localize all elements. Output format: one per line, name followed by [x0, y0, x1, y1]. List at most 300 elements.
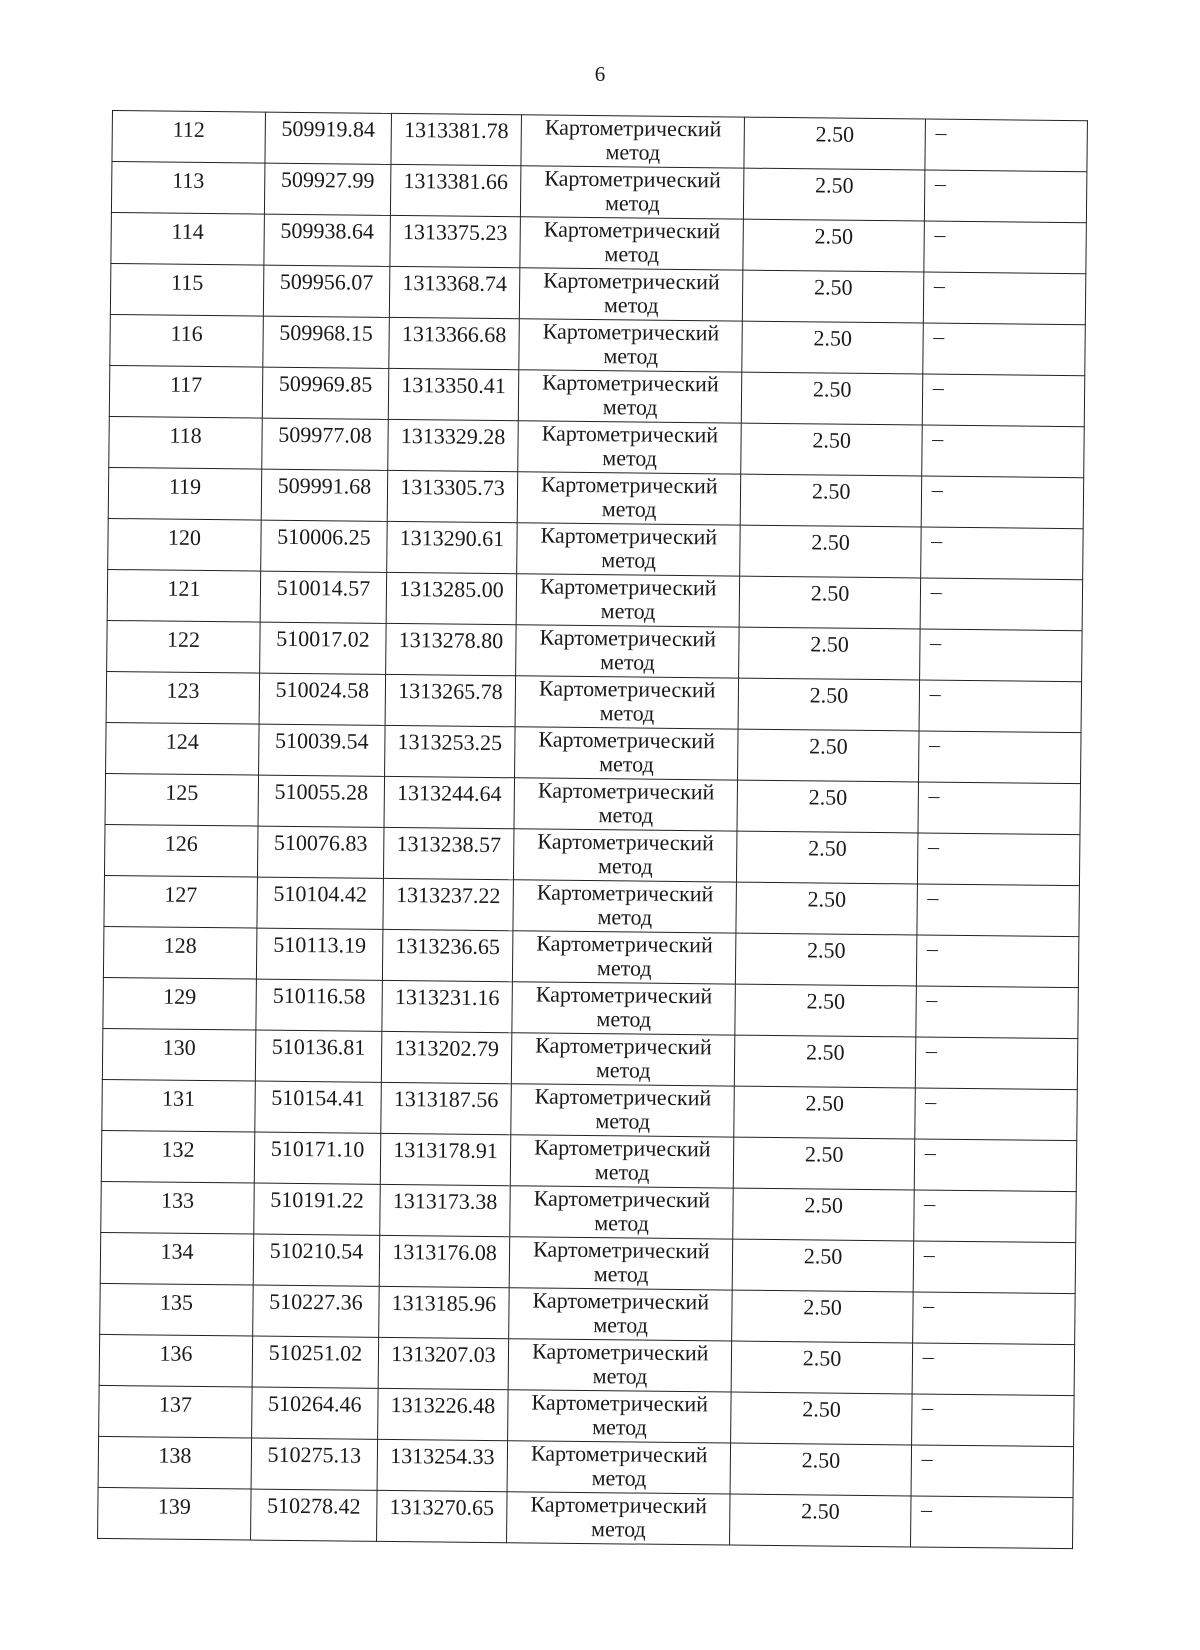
point-number-cell — [100, 1283, 253, 1336]
accuracy-value: 2.50 — [811, 529, 850, 555]
note-cell — [914, 1088, 1077, 1141]
y-coordinate-cell — [385, 623, 516, 675]
accuracy-cell — [740, 525, 921, 578]
point-number: 122 — [166, 626, 201, 652]
y-coordinate: 1313265.78 — [398, 678, 503, 705]
y-coordinate: 1313270.65 — [389, 1493, 495, 1521]
y-coordinate: 1313368.74 — [402, 270, 508, 297]
y-coordinate: 1313329.28 — [400, 423, 506, 450]
note-cell — [921, 476, 1084, 529]
y-coordinate: 1313202.79 — [394, 1035, 500, 1062]
y-coordinate: 1313381.66 — [403, 168, 509, 195]
accuracy-value: 2.50 — [813, 325, 853, 351]
x-coordinate: 509968.15 — [279, 319, 373, 346]
x-coordinate: 510136.81 — [271, 1033, 366, 1060]
method-cell — [517, 472, 741, 525]
accuracy-value: 2.50 — [814, 223, 854, 249]
method-cell — [513, 880, 737, 933]
accuracy-value: 2.50 — [811, 478, 851, 504]
note-value: – — [927, 884, 939, 910]
x-coordinate-cell — [251, 1438, 377, 1490]
method-line-2: метод — [599, 751, 654, 777]
note-value: – — [933, 272, 946, 298]
y-coordinate-cell — [383, 878, 514, 930]
method-line-2: метод — [603, 292, 659, 318]
x-coordinate: 509977.08 — [278, 421, 372, 448]
accuracy-cell — [737, 831, 918, 884]
point-number-cell — [101, 1130, 254, 1183]
method-line-1: Картометрический — [530, 1491, 708, 1519]
point-number-cell — [102, 1079, 255, 1132]
accuracy-value: 2.50 — [801, 1498, 840, 1524]
method-line-1: Картометрический — [538, 675, 716, 703]
note-cell — [918, 731, 1081, 784]
y-coordinate-cell — [385, 674, 516, 726]
method-cell — [518, 421, 742, 474]
method-cell — [512, 931, 736, 984]
accuracy-cell — [732, 1290, 913, 1343]
y-coordinate: 1313207.03 — [391, 1340, 496, 1368]
point-number: 127 — [164, 881, 198, 907]
point-number-cell — [98, 1487, 251, 1540]
point-number-cell — [101, 1181, 254, 1234]
accuracy-value: 2.50 — [809, 733, 848, 759]
note-value: – — [924, 1190, 936, 1216]
y-coordinate-cell — [379, 1235, 510, 1287]
point-number-cell — [104, 824, 257, 877]
method-line-2: метод — [595, 1057, 651, 1083]
accuracy-cell — [733, 1239, 914, 1292]
page-number: 6 — [594, 62, 606, 86]
accuracy-value: 2.50 — [804, 1192, 844, 1218]
method-line-2: метод — [600, 649, 655, 675]
point-number: 137 — [158, 1391, 193, 1417]
x-coordinate-cell — [261, 520, 387, 572]
method-line-1: Картометрический — [533, 1185, 711, 1213]
point-number: 131 — [162, 1085, 196, 1111]
method-line-1: Картометрический — [531, 1389, 709, 1417]
accuracy-cell — [743, 219, 924, 272]
accuracy-cell — [739, 627, 920, 680]
accuracy-cell — [732, 1341, 913, 1394]
x-coordinate-cell — [252, 1387, 378, 1439]
accuracy-value: 2.50 — [806, 937, 846, 963]
x-coordinate: 510278.42 — [266, 1492, 361, 1519]
x-coordinate: 510014.57 — [276, 574, 371, 601]
method-cell — [521, 115, 745, 168]
x-coordinate-cell — [252, 1336, 378, 1388]
point-number: 114 — [171, 218, 204, 244]
note-value: – — [935, 119, 947, 145]
point-number-cell — [105, 773, 258, 826]
method-cell — [512, 982, 736, 1035]
x-coordinate: 509991.68 — [277, 472, 372, 499]
method-line-2: метод — [594, 1210, 650, 1236]
accuracy-cell — [733, 1188, 914, 1241]
x-coordinate-cell — [258, 775, 384, 827]
x-coordinate-cell — [254, 1132, 380, 1184]
note-value: – — [926, 935, 939, 961]
note-cell — [923, 272, 1086, 325]
accuracy-value: 2.50 — [805, 1039, 845, 1065]
y-coordinate: 1313173.38 — [392, 1188, 498, 1215]
y-coordinate-cell — [389, 266, 520, 318]
x-coordinate-cell — [259, 673, 385, 725]
method-line-2: метод — [592, 1363, 648, 1389]
point-number: 112 — [172, 116, 206, 142]
point-number: 121 — [167, 575, 201, 601]
x-coordinate: 509969.85 — [278, 370, 373, 397]
point-number: 124 — [165, 728, 200, 754]
y-coordinate-cell — [386, 572, 517, 624]
note-value: – — [922, 1394, 934, 1420]
x-coordinate: 510055.28 — [274, 778, 369, 805]
accuracy-value: 2.50 — [812, 427, 852, 453]
x-coordinate-cell — [264, 214, 390, 266]
note-cell — [920, 527, 1083, 580]
y-coordinate: 1313253.25 — [397, 729, 503, 756]
point-number-cell — [110, 314, 263, 367]
x-coordinate-cell — [253, 1234, 379, 1286]
method-line-1: Картометрический — [544, 114, 722, 142]
y-coordinate: 1313290.61 — [399, 525, 505, 552]
point-number: 132 — [161, 1136, 195, 1162]
accuracy-cell — [734, 1086, 915, 1139]
method-cell — [519, 319, 743, 372]
y-coordinate-cell — [391, 113, 522, 165]
point-number-cell — [112, 111, 265, 164]
accuracy-cell — [737, 780, 918, 833]
x-coordinate: 510104.42 — [273, 880, 368, 907]
point-number: 134 — [160, 1238, 194, 1264]
x-coordinate: 509927.99 — [280, 166, 375, 193]
point-number-cell — [99, 1334, 252, 1387]
y-coordinate: 1313285.00 — [399, 576, 504, 603]
method-line-1: Картометрический — [543, 267, 720, 295]
method-line-1: Картометрический — [534, 1083, 712, 1111]
note-value: – — [921, 1445, 933, 1471]
y-coordinate: 1313366.68 — [401, 321, 507, 348]
x-coordinate: 510210.54 — [269, 1237, 364, 1264]
method-cell — [520, 166, 744, 219]
method-cell — [514, 829, 738, 882]
point-number: 130 — [162, 1034, 196, 1060]
x-coordinate-cell — [259, 724, 385, 776]
point-number: 123 — [166, 677, 200, 703]
note-value: – — [928, 731, 941, 757]
y-coordinate: 1313375.23 — [402, 219, 508, 246]
accuracy-value: 2.50 — [801, 1447, 841, 1473]
note-cell — [912, 1292, 1075, 1345]
y-coordinate: 1313226.48 — [390, 1391, 496, 1419]
method-cell — [517, 523, 741, 576]
y-coordinate-cell — [390, 164, 521, 216]
x-coordinate-cell — [262, 367, 388, 419]
x-coordinate-cell — [260, 571, 386, 623]
accuracy-value: 2.50 — [803, 1243, 843, 1269]
method-line-1: Картометрический — [534, 1134, 711, 1162]
note-cell — [916, 935, 1079, 988]
note-value: – — [931, 476, 943, 502]
point-number-cell — [108, 518, 261, 571]
x-coordinate-cell — [263, 265, 389, 317]
y-coordinate: 1313244.64 — [396, 780, 502, 807]
method-line-1: Картометрический — [537, 777, 715, 805]
accuracy-cell — [741, 423, 922, 476]
method-cell — [510, 1135, 734, 1188]
note-value: – — [929, 680, 941, 706]
x-coordinate: 510251.02 — [268, 1339, 363, 1366]
y-coordinate-cell — [382, 929, 513, 981]
y-coordinate-cell — [382, 980, 513, 1032]
x-coordinate-cell — [261, 469, 387, 521]
point-number: 113 — [172, 167, 205, 193]
note-value: – — [930, 578, 942, 604]
method-line-1: Картометрический — [536, 930, 713, 958]
x-coordinate: 510275.13 — [267, 1441, 362, 1468]
y-coordinate-cell — [381, 1031, 512, 1083]
accuracy-cell — [731, 1443, 912, 1496]
y-coordinate: 1313237.22 — [395, 882, 501, 909]
note-value: – — [931, 527, 943, 553]
method-line-2: метод — [602, 394, 658, 420]
y-coordinate-cell — [381, 1082, 512, 1134]
note-value: – — [927, 833, 940, 859]
note-value: – — [934, 221, 946, 247]
method-cell — [516, 625, 740, 678]
accuracy-cell — [742, 372, 923, 425]
x-coordinate: 509956.07 — [279, 268, 374, 295]
method-line-1: Картометрический — [536, 879, 714, 907]
point-number: 136 — [159, 1340, 193, 1366]
x-coordinate: 510227.36 — [269, 1288, 363, 1315]
y-coordinate: 1313236.65 — [395, 933, 501, 960]
method-cell — [515, 676, 739, 729]
point-number-cell — [102, 1028, 255, 1081]
method-line-2: метод — [596, 955, 652, 981]
note-cell — [925, 119, 1088, 172]
accuracy-value: 2.50 — [807, 886, 847, 912]
x-coordinate-cell — [256, 979, 382, 1031]
y-coordinate-cell — [383, 827, 514, 879]
note-value: – — [920, 1496, 933, 1522]
y-coordinate-cell — [376, 1490, 507, 1542]
method-line-1: Картометрический — [532, 1287, 710, 1315]
accuracy-value: 2.50 — [813, 274, 853, 300]
note-cell — [916, 986, 1079, 1039]
note-cell — [915, 1037, 1078, 1090]
point-number: 116 — [170, 320, 203, 346]
x-coordinate-cell — [257, 877, 383, 929]
method-line-2: метод — [599, 700, 655, 726]
accuracy-cell — [738, 729, 919, 782]
method-line-2: метод — [601, 496, 657, 522]
method-line-2: метод — [595, 1108, 651, 1134]
y-coordinate-cell — [379, 1286, 510, 1338]
accuracy-value: 2.50 — [808, 835, 847, 861]
x-coordinate-cell — [256, 928, 382, 980]
method-line-1: Картометрический — [538, 726, 716, 754]
point-number: 119 — [168, 473, 202, 499]
method-line-1: Картометрический — [530, 1440, 708, 1468]
accuracy-value: 2.50 — [814, 172, 854, 198]
point-number-cell — [99, 1385, 252, 1438]
point-number: 138 — [158, 1442, 192, 1468]
x-coordinate-cell — [265, 112, 391, 164]
point-number-cell — [109, 416, 262, 469]
y-coordinate-cell — [384, 725, 515, 777]
method-line-2: метод — [593, 1261, 649, 1287]
x-coordinate: 510154.41 — [271, 1084, 365, 1111]
y-coordinate-cell — [388, 419, 519, 471]
y-coordinate-cell — [377, 1439, 508, 1491]
point-number: 117 — [169, 371, 203, 397]
accuracy-value: 2.50 — [810, 631, 849, 657]
method-line-1: Картометрический — [540, 471, 718, 499]
method-cell — [516, 574, 740, 627]
accuracy-cell — [741, 474, 922, 527]
y-coordinate: 1313254.33 — [390, 1442, 495, 1470]
point-number: 120 — [167, 524, 202, 550]
note-value: – — [928, 782, 940, 808]
x-coordinate-cell — [264, 163, 390, 215]
x-coordinate: 510191.22 — [270, 1186, 364, 1213]
method-cell — [507, 1492, 731, 1545]
method-cell — [511, 1084, 735, 1137]
accuracy-value: 2.50 — [808, 784, 848, 810]
note-cell — [919, 629, 1082, 682]
note-cell — [917, 884, 1080, 937]
point-number: 139 — [157, 1493, 191, 1519]
method-line-2: метод — [603, 343, 659, 369]
method-line-2: метод — [596, 1006, 652, 1032]
accuracy-cell — [734, 1137, 915, 1190]
accuracy-value: 2.50 — [806, 988, 846, 1014]
note-cell — [922, 323, 1085, 376]
point-number: 135 — [159, 1289, 194, 1315]
note-value: – — [933, 323, 945, 349]
accuracy-cell — [744, 168, 925, 221]
accuracy-cell — [736, 882, 917, 935]
method-line-1: Картометрический — [535, 1032, 712, 1060]
method-line-2: метод — [601, 547, 656, 573]
method-line-1: Картометрический — [539, 624, 717, 652]
method-line-2: метод — [600, 598, 656, 624]
method-cell — [508, 1390, 732, 1443]
point-number-cell — [107, 620, 260, 673]
note-value: – — [932, 374, 944, 400]
point-number-cell — [110, 263, 263, 316]
point-number-cell — [111, 162, 264, 215]
y-coordinate: 1313185.96 — [391, 1289, 497, 1317]
y-coordinate: 1313305.73 — [400, 474, 505, 501]
method-line-2: метод — [591, 1465, 647, 1491]
accuracy-cell — [735, 984, 916, 1037]
note-cell — [917, 833, 1080, 886]
note-value: – — [934, 170, 947, 196]
note-cell — [918, 782, 1081, 835]
method-cell — [507, 1441, 731, 1494]
method-line-2: метод — [598, 802, 654, 828]
x-coordinate-cell — [254, 1183, 380, 1235]
y-coordinate: 1313381.78 — [403, 117, 509, 144]
accuracy-cell — [730, 1494, 911, 1547]
method-line-2: метод — [597, 904, 653, 930]
note-cell — [919, 680, 1082, 733]
method-cell — [510, 1186, 734, 1239]
point-number-cell — [106, 722, 259, 775]
point-number-cell — [108, 467, 261, 520]
x-coordinate-cell — [255, 1030, 381, 1082]
note-value: – — [930, 629, 942, 655]
x-coordinate: 510024.58 — [275, 676, 370, 703]
point-number: 118 — [169, 422, 202, 448]
accuracy-value: 2.50 — [802, 1345, 842, 1371]
x-coordinate: 510116.58 — [272, 982, 366, 1009]
note-value: – — [922, 1343, 934, 1369]
method-line-1: Картометрический — [535, 981, 713, 1009]
x-coordinate: 510076.83 — [273, 829, 368, 856]
x-coordinate: 509938.64 — [280, 217, 375, 244]
accuracy-value: 2.50 — [804, 1141, 844, 1167]
method-line-1: Картометрический — [542, 318, 720, 346]
note-value: – — [925, 1037, 938, 1063]
note-cell — [924, 221, 1087, 274]
x-coordinate-cell — [257, 826, 383, 878]
method-line-2: метод — [591, 1516, 646, 1542]
y-coordinate: 1313278.80 — [398, 627, 504, 654]
method-line-1: Картометрический — [540, 522, 718, 550]
y-coordinate: 1313178.91 — [393, 1137, 498, 1164]
note-value: – — [923, 1241, 935, 1267]
x-coordinate-cell — [255, 1081, 381, 1133]
y-coordinate: 1313176.08 — [392, 1238, 497, 1266]
method-cell — [518, 370, 742, 423]
x-coordinate-cell — [253, 1285, 379, 1337]
y-coordinate-cell — [377, 1388, 508, 1440]
note-cell — [913, 1241, 1076, 1294]
point-number-cell — [104, 875, 257, 928]
point-number: 115 — [170, 269, 204, 295]
accuracy-cell — [742, 321, 923, 374]
coordinates-table — [97, 110, 1088, 1549]
x-coordinate: 510039.54 — [274, 727, 369, 754]
point-number-cell — [111, 212, 264, 265]
y-coordinate-cell — [390, 215, 521, 267]
x-coordinate: 510113.19 — [273, 931, 367, 958]
method-cell — [508, 1339, 732, 1392]
method-cell — [515, 727, 739, 780]
y-coordinate-cell — [389, 317, 520, 369]
method-cell — [519, 268, 743, 321]
method-line-2: метод — [597, 853, 653, 879]
method-line-2: метод — [594, 1159, 650, 1185]
note-value: – — [926, 986, 938, 1012]
method-line-1: Картометрический — [531, 1338, 709, 1366]
accuracy-value: 2.50 — [809, 682, 849, 708]
table-row — [98, 1487, 1073, 1548]
note-cell — [911, 1445, 1074, 1498]
accuracy-value: 2.50 — [815, 121, 855, 147]
method-line-1: Картометрический — [532, 1236, 710, 1264]
accuracy-cell — [731, 1392, 912, 1445]
x-coordinate-cell — [263, 316, 389, 368]
method-cell — [520, 217, 744, 270]
note-cell — [921, 425, 1084, 478]
y-coordinate: 1313350.41 — [401, 372, 506, 399]
note-cell — [924, 170, 1087, 223]
method-cell — [509, 1237, 733, 1290]
